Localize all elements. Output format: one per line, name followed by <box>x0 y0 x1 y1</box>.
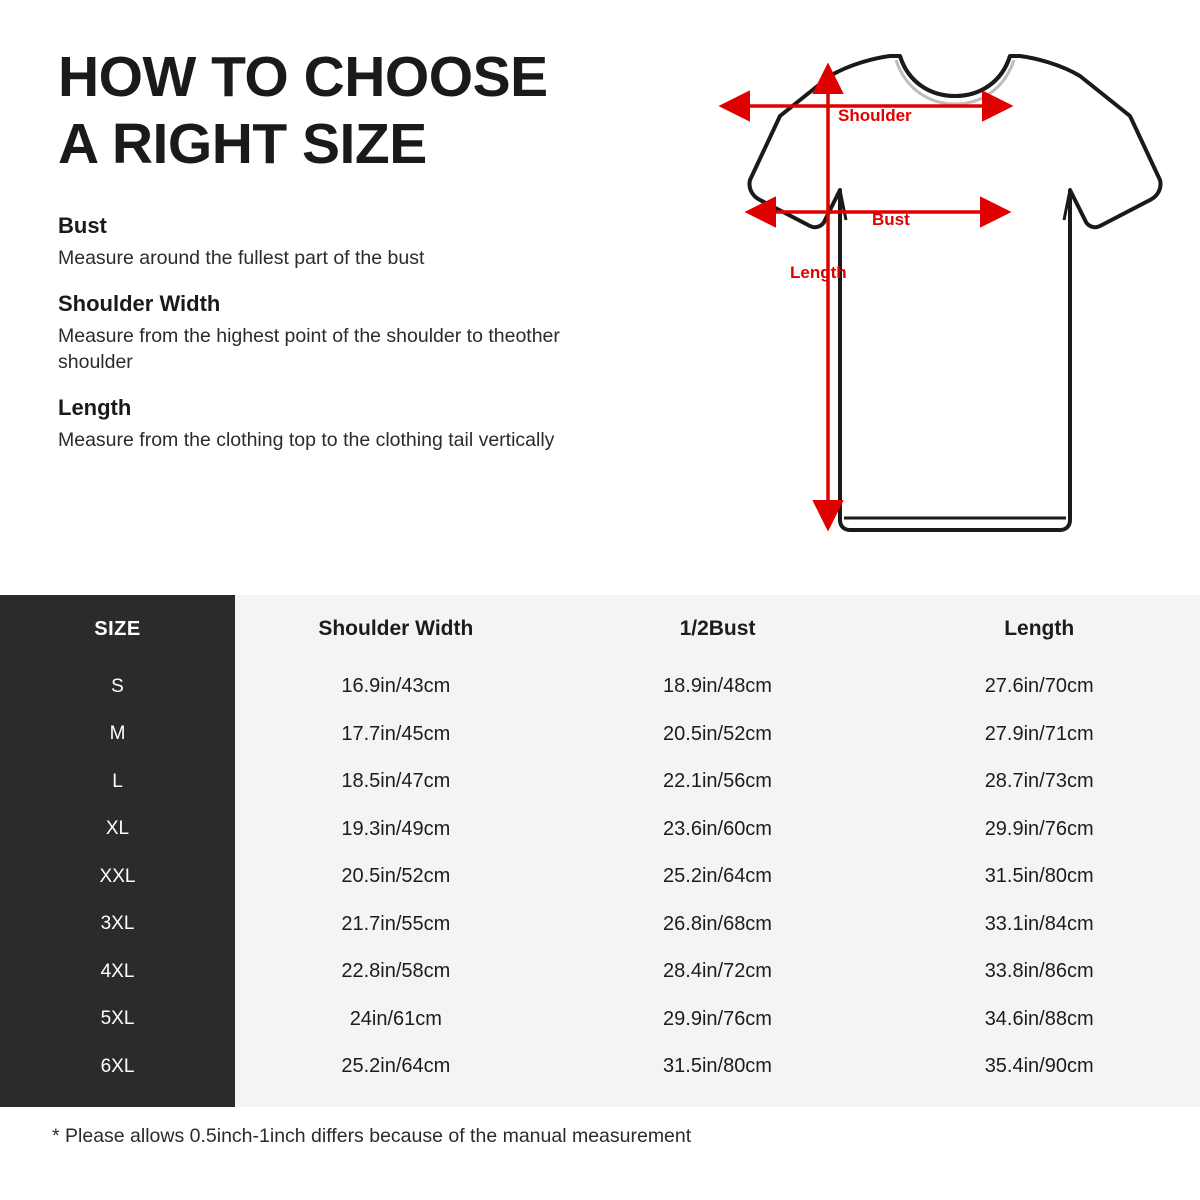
definition-length-title: Length <box>58 395 132 421</box>
size-cell: 3XL <box>100 913 135 935</box>
table-row <box>0 948 235 996</box>
length-measurement-label: Length <box>790 263 847 282</box>
length-cell: 33.1in/84cm <box>984 912 1094 935</box>
table-row <box>235 663 1200 711</box>
size-cell: 5XL <box>100 1008 135 1030</box>
size-column <box>0 595 235 1107</box>
size-cell: XXL <box>99 865 136 887</box>
definition-shoulder-width <box>58 291 618 376</box>
measurements-columns <box>235 595 1200 1107</box>
size-cell: M <box>109 723 126 745</box>
definition-length <box>58 395 618 453</box>
instructions-column <box>58 44 618 474</box>
definition-bust-text: Measure around the fullest part of the bust <box>58 246 425 269</box>
shoulder-cell: 19.3in/49cm <box>341 817 451 840</box>
table-row <box>235 901 1200 949</box>
size-cell: L <box>112 770 123 792</box>
definition-bust <box>58 213 618 271</box>
table-row <box>235 711 1200 759</box>
bust-cell: 25.2in/64cm <box>663 865 772 888</box>
size-chart-table <box>0 595 1200 1107</box>
table-row <box>0 901 235 949</box>
top-section <box>0 0 1200 595</box>
tshirt-diagram <box>600 20 1180 580</box>
length-cell: 34.6in/88cm <box>984 1007 1094 1030</box>
table-row <box>235 758 1200 806</box>
table-row <box>0 758 235 806</box>
page-title-line-1: HOW TO CHOOSE <box>58 45 548 109</box>
shoulder-cell: 18.5in/47cm <box>341 770 451 793</box>
table-row <box>235 1043 1200 1091</box>
length-cell: 29.9in/76cm <box>984 817 1094 840</box>
table-row <box>235 948 1200 996</box>
shoulder-cell: 16.9in/43cm <box>341 675 451 698</box>
header-shoulder-width: Shoulder Width <box>318 617 474 640</box>
page-title <box>58 44 618 179</box>
definition-shoulder-width-text: Measure from the highest point of the shoulder to theother shoulder <box>58 324 560 374</box>
header-length: Length <box>1004 617 1075 640</box>
table-row <box>0 806 235 854</box>
definition-shoulder-width-title: Shoulder Width <box>58 290 221 316</box>
table-header-row <box>235 595 1200 663</box>
table-row <box>0 996 235 1044</box>
table-row <box>235 996 1200 1044</box>
header-half-bust: 1/2Bust <box>679 617 756 640</box>
length-cell: 28.7in/73cm <box>984 770 1094 793</box>
bust-cell: 28.4in/72cm <box>663 960 772 983</box>
table-row <box>0 1043 235 1091</box>
size-column-header-row <box>0 595 235 663</box>
bust-measurement-label: Bust <box>872 210 910 229</box>
length-cell: 35.4in/90cm <box>984 1055 1094 1078</box>
bust-cell: 23.6in/60cm <box>663 817 772 840</box>
table-row <box>0 711 235 759</box>
shoulder-cell: 20.5in/52cm <box>341 865 451 888</box>
shoulder-cell: 21.7in/55cm <box>341 912 451 935</box>
shoulder-measurement-label: Shoulder <box>838 106 912 125</box>
table-row <box>235 806 1200 854</box>
table-row <box>235 853 1200 901</box>
bust-cell: 26.8in/68cm <box>663 912 772 935</box>
length-cell: 27.9in/71cm <box>984 722 1094 745</box>
size-cell: 6XL <box>100 1055 135 1077</box>
shoulder-cell: 17.7in/45cm <box>341 722 451 745</box>
tshirt-illustration-svg <box>600 20 1180 580</box>
measurement-footnote: * Please allows 0.5inch-1inch differs because of the manual measurement <box>52 1125 692 1147</box>
bust-cell: 18.9in/48cm <box>663 675 772 698</box>
definition-length-text: Measure from the clothing top to the clothing tail vertically <box>58 429 555 452</box>
bust-cell: 29.9in/76cm <box>663 1007 772 1030</box>
bust-cell: 31.5in/80cm <box>663 1055 772 1078</box>
shoulder-cell: 25.2in/64cm <box>341 1055 451 1078</box>
length-cell: 33.8in/86cm <box>984 960 1094 983</box>
length-cell: 27.6in/70cm <box>984 675 1094 698</box>
size-cell: S <box>111 675 124 697</box>
table-row <box>0 663 235 711</box>
definition-bust-title: Bust <box>58 212 107 238</box>
bust-cell: 20.5in/52cm <box>663 722 772 745</box>
shoulder-cell: 22.8in/58cm <box>341 960 451 983</box>
table-row <box>0 853 235 901</box>
shoulder-cell: 24in/61cm <box>349 1007 442 1030</box>
size-column-header: SIZE <box>94 617 141 640</box>
bust-cell: 22.1in/56cm <box>663 770 772 793</box>
size-cell: XL <box>105 818 130 840</box>
size-cell: 4XL <box>100 960 135 982</box>
page-title-line-2: A RIGHT SIZE <box>58 112 427 177</box>
length-cell: 31.5in/80cm <box>984 865 1094 888</box>
